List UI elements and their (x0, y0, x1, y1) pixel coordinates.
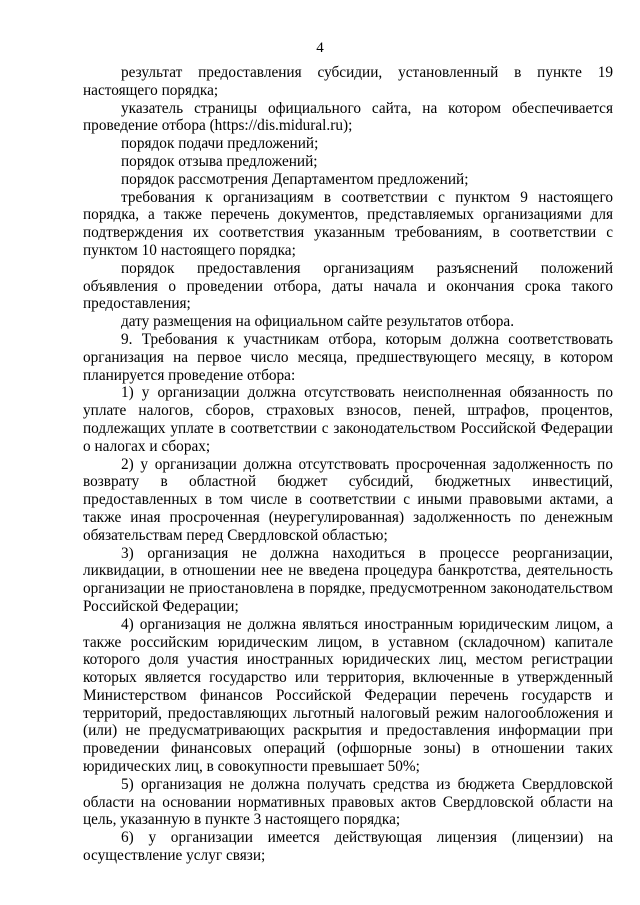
paragraph-subitem-6: 6) у организации имеется действующая лицензия (лицензии) на осуществление услуг связи; (83, 829, 613, 865)
document-body (83, 64, 613, 865)
paragraph-results-date: дату размещения на официальном сайте результатов отбора. (121, 313, 515, 331)
paragraph-subitem-2: 2) у организации должна отсутствовать просроченная задолженность по возврату в областной бюджет субсидий, бюджетных инвестиций, предоставленных в том числе в соответствии с иными правовыми актами, а также иная просроченная (неурегулированная) задолженность по денежным обязательствам перед Свердловской областью; (83, 455, 613, 544)
paragraph-website-pointer: указатель страницы официального сайта, на котором обеспечивается проведение отбора (https://dis.midural.ru); (83, 99, 613, 135)
paragraph-requirements: требования к организациям в соответствии с пунктом 9 настоящего порядка, а также перечень документов, представляемых организациями для подтверждения их соответствия указанным требованиям, в соответствии с пунктом 10 настоящего порядка; (83, 188, 613, 259)
paragraph-withdrawal-procedure: порядок отзыва предложений; (121, 152, 318, 170)
paragraph-subitem-5: 5) организация не должна получать средства из бюджета Свердловской области на основании нормативных правовых актов Свердловской области на цель, указанную в пункте 3 настоящего порядка; (83, 775, 613, 829)
paragraph-clarifications: порядок предоставления организациям разъяснений положений объявления о проведении отбора, даты начала и окончания срока такого предоставления; (83, 259, 613, 313)
paragraph-subsidy-result: результат предоставления субсидии, установленный в пункте 19 настоящего порядка; (83, 64, 613, 99)
paragraph-subitem-3: 3) организация не должна находиться в процессе реорганизации, ликвидации, в отношении нее не введена процедура банкротства, деятельность организации не приостановлена в порядке, предусмотренном законодательством Российской Федерации; (83, 544, 613, 615)
page-number: 4 (316, 40, 324, 56)
paragraph-review-procedure: порядок рассмотрения Департаментом предложений; (121, 170, 469, 188)
paragraph-submission-procedure: порядок подачи предложений; (121, 135, 319, 153)
paragraph-subitem-4: 4) организация не должна являться иностранным юридическим лицом, а также российским юридическим лицом, в уставном (складочном) капитале которого доля участия иностранных юридических лиц, местом регистрации которых является государство или территория, включенные в утвержденный Министерством финансов Российской Федерации перечень государств и территорий, предоставляющих льготный налоговый режим налогообложения и (или) не предусматривающих раскрытия и предоставления информации при проведении финансовых операций (офшорные зоны) в отношении таких юридических лиц, в совокупности превышает 50%; (83, 615, 613, 776)
paragraph-item-9: 9. Требования к участникам отбора, которым должна соответствовать организация на первое число месяца, предшествующего месяцу, в котором планируется проведение отбора: (83, 330, 613, 384)
paragraph-subitem-1: 1) у организации должна отсутствовать неисполненная обязанность по уплате налогов, сборов, страховых взносов, пеней, штрафов, процентов, подлежащих уплате в соответствии с законодательством Российской Федерации о налогах и сборах; (83, 384, 613, 455)
